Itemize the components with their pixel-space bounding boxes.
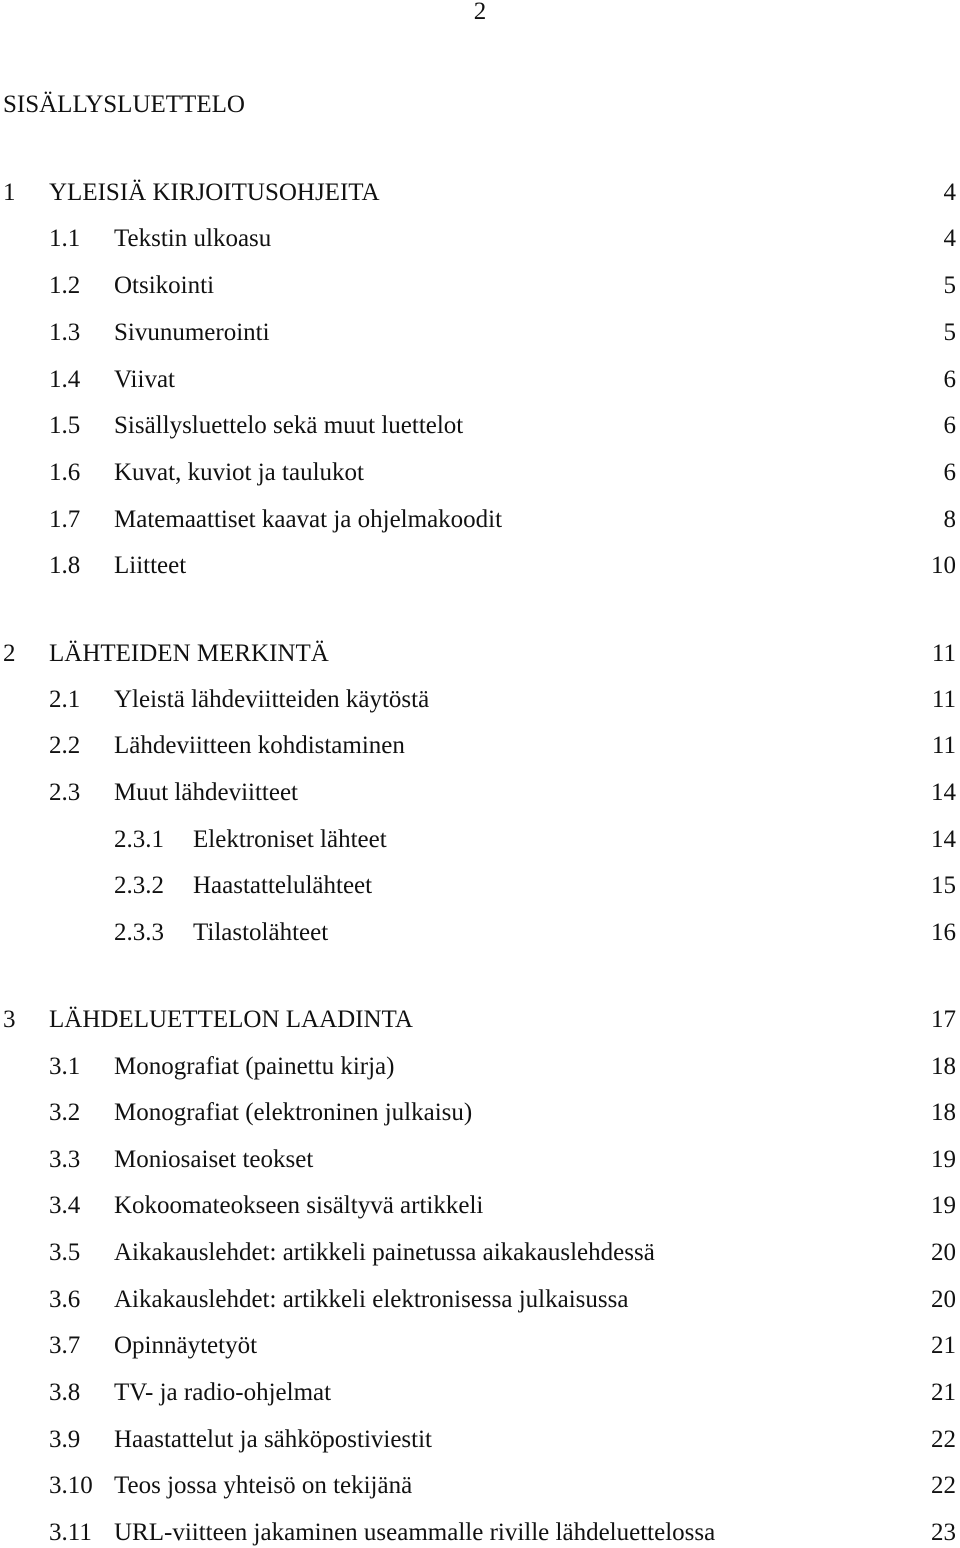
toc-entry [0,1331,960,1361]
toc-entry [0,1285,960,1315]
toc-entry [0,1191,960,1221]
toc-entry-number: 2 [3,640,16,667]
toc-entry-number: 1.2 [49,272,81,299]
toc-entry [0,639,960,669]
toc-entry-number: 3.4 [49,1192,81,1219]
toc-entry [0,1425,960,1455]
toc-entry-label: Tilastolähteet [193,919,329,946]
toc-entry-page: 15 [931,872,956,899]
toc-entry [0,505,960,535]
toc-entry-label: LÄHDELUETTELON LAADINTA [49,1006,413,1033]
toc-entry-label: Teos jossa yhteisö on tekijänä [114,1472,413,1499]
toc-entry-number: 2.1 [49,686,81,713]
toc-entry-label: Sivunumerointi [114,319,270,346]
toc-entry-label: Muut lähdeviitteet [114,779,298,806]
toc-entry-number: 1.8 [49,552,81,579]
toc-entry-page: 11 [931,732,956,759]
toc-entry-label: Viivat [114,366,175,393]
toc-entry-label: Aikakauslehdet: artikkeli elektronisessa julkaisussa [114,1286,629,1313]
toc-entry-number: 1.1 [49,225,81,252]
toc-entry [0,1005,960,1035]
toc-entry-number: 2.3 [49,779,81,806]
toc-entry-label: Kuvat, kuviot ja taulukot [114,459,364,486]
toc-entry [0,224,960,254]
toc-entry [0,1098,960,1128]
toc-entry-label: Elektroniset lähteet [193,826,387,853]
toc-entry-page: 16 [931,919,956,946]
toc-entry-page: 5 [943,272,956,299]
toc-entry-number: 3.7 [49,1332,81,1359]
toc-entry [0,1471,960,1501]
toc-entry-page: 6 [943,412,956,439]
toc-entry [0,318,960,348]
toc-entry-page: 21 [931,1332,956,1359]
toc-entry-page: 22 [931,1426,956,1453]
toc-entry-page: 6 [943,366,956,393]
toc-entry-page: 8 [943,506,956,533]
toc-entry-number: 3 [3,1006,16,1033]
toc-entry [0,685,960,715]
toc-entry-page: 6 [943,459,956,486]
toc-entry-number: 3.3 [49,1146,81,1173]
toc-entry-page: 20 [931,1286,956,1313]
toc-entry-label: Monografiat (painettu kirja) [114,1053,395,1080]
toc-entry [0,825,960,855]
toc-entry-number: 3.8 [49,1379,81,1406]
toc-entry [0,551,960,581]
toc-entry-number: 2.2 [49,732,81,759]
toc-entry-page: 18 [931,1053,956,1080]
toc-entry [0,1145,960,1175]
toc-entry-label: URL-viitteen jakaminen useammalle riville lähdeluettelossa [114,1519,716,1546]
toc-entry-number: 3.2 [49,1099,81,1126]
page-title: SISÄLLYSLUETTELO [3,91,245,118]
toc-entry-page: 14 [931,826,956,853]
toc-entry [0,871,960,901]
toc-entry-page: 23 [931,1519,956,1546]
toc-entry-label: LÄHTEIDEN MERKINTÄ [49,640,329,667]
toc-entry [0,178,960,208]
toc-entry-page: 22 [931,1472,956,1499]
toc-entry-number: 1.3 [49,319,81,346]
toc-entry-number: 3.6 [49,1286,81,1313]
toc-entry-label: Opinnäytetyöt [114,1332,258,1359]
toc-entry-label: Aikakauslehdet: artikkeli painetussa aikakauslehdessä [114,1239,655,1266]
page-number: 2 [473,0,487,25]
toc-entry-label: Monografiat (elektroninen julkaisu) [114,1099,473,1126]
toc-entry-page: 19 [931,1192,956,1219]
toc-entry-page: 11 [931,686,956,713]
toc-entry-page: 21 [931,1379,956,1406]
toc-entry-label: Kokoomateokseen sisältyvä artikkeli [114,1192,484,1219]
toc-entry [0,918,960,948]
toc-entry [0,411,960,441]
toc-entry [0,271,960,301]
toc-entry-label: Haastattelut ja sähköpostiviestit [114,1426,432,1453]
toc-entry-label: Lähdeviitteen kohdistaminen [114,732,405,759]
toc-entry-number: 2.3.1 [114,826,164,853]
toc-entry-page: 11 [931,640,956,667]
toc-entry-number: 2.3.2 [114,872,164,899]
toc-entry-page: 20 [931,1239,956,1266]
toc-entry-number: 1.4 [49,366,81,393]
toc-entry [0,1238,960,1268]
toc-entry-page: 19 [931,1146,956,1173]
toc-entry-label: Liitteet [114,552,187,579]
toc-entry-number: 3.1 [49,1053,81,1080]
toc-entry-label: Haastattelulähteet [193,872,373,899]
toc-entry-page: 17 [931,1006,956,1033]
toc-entry-page: 4 [943,225,956,252]
toc-entry-number: 3.11 [49,1519,92,1546]
toc-entry-label: YLEISIÄ KIRJOITUSOHJEITA [49,179,380,206]
toc-entry-label: Matemaattiset kaavat ja ohjelmakoodit [114,506,503,533]
toc-entry [0,1518,960,1548]
toc-entry-number: 3.9 [49,1426,81,1453]
toc-entry-number: 1.5 [49,412,81,439]
toc-entry-label: Otsikointi [114,272,215,299]
toc-entry [0,365,960,395]
toc-entry-label: TV- ja radio-ohjelmat [114,1379,332,1406]
toc-entry [0,1378,960,1408]
toc-entry-number: 3.5 [49,1239,81,1266]
toc-entry-page: 5 [943,319,956,346]
toc-entry [0,731,960,761]
toc-entry-label: Yleistä lähdeviitteiden käytöstä [114,686,430,713]
toc-entry [0,458,960,488]
toc-entry-page: 18 [931,1099,956,1126]
toc-entry [0,778,960,808]
toc-entry-label: Sisällysluettelo sekä muut luettelot [114,412,464,439]
toc-entry-page: 4 [943,179,956,206]
toc-entry-page: 10 [931,552,956,579]
toc-entry-number: 3.10 [49,1472,93,1499]
toc-entry-number: 1.6 [49,459,81,486]
toc-entry-label: Tekstin ulkoasu [114,225,272,252]
toc-entry-number: 1 [3,179,16,206]
toc-entry [0,1052,960,1082]
toc-entry-label: Moniosaiset teokset [114,1146,314,1173]
toc-entry-number: 1.7 [49,506,81,533]
toc-entry-page: 14 [931,779,956,806]
toc-entry-number: 2.3.3 [114,919,164,946]
